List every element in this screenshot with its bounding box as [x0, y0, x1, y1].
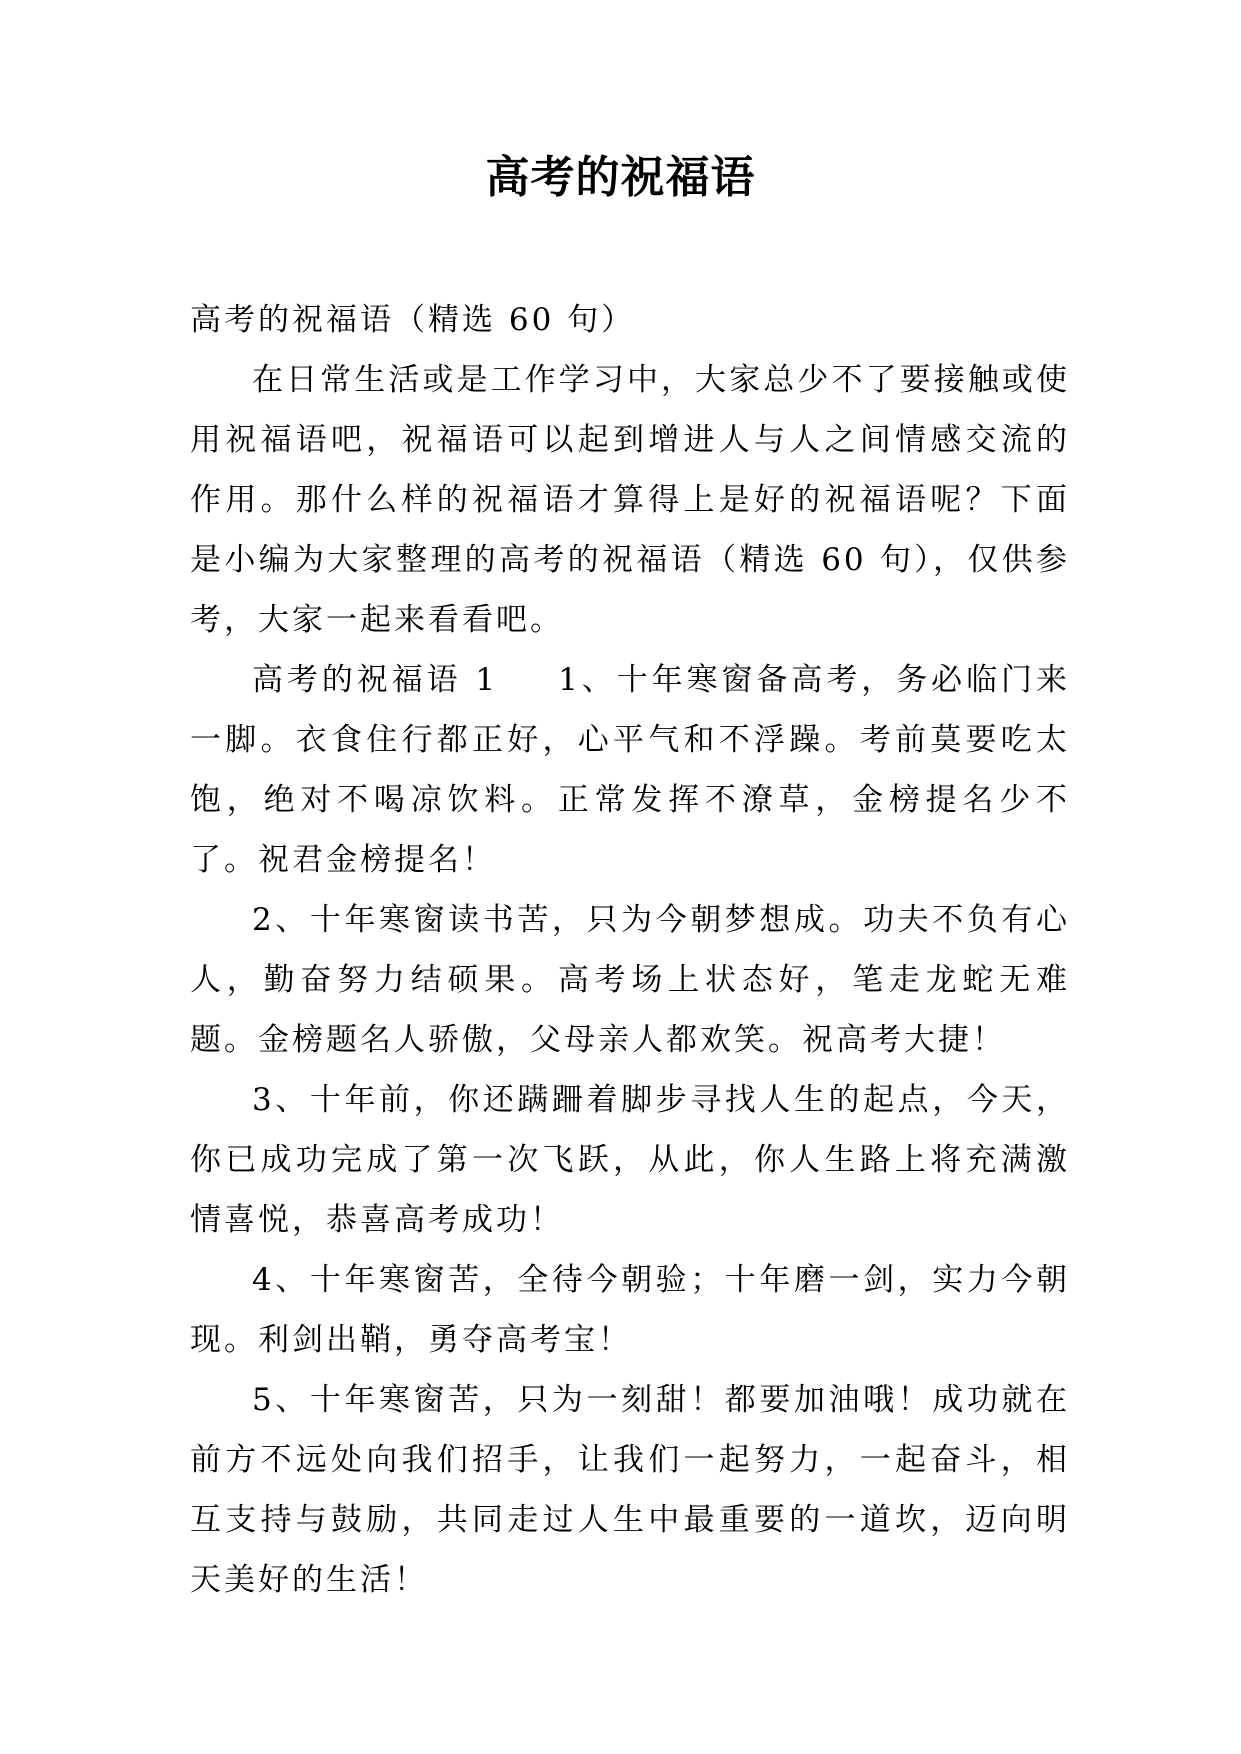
blessing-item-1-paragraph	[190, 650, 1070, 890]
blessing-item-2: 2、十年寒窗读书苦，只为今朝梦想成。功夫不负有心人，勤奋努力结硕果。高考场上状态好，笔走龙蛇无难题。金榜题名人骄傲，父母亲人都欢笑。祝高考大捷！	[190, 902, 1070, 1058]
blessing-item-5: 5、十年寒窗苦，只为一刻甜！都要加油哦！成功就在前方不远处向我们招手，让我们一起努力，一起奋斗，相互支持与鼓励，共同走过人生中最重要的一道坎，迈向明天美好的生活！	[190, 1382, 1070, 1598]
document-title: 高考的祝福语	[485, 152, 756, 203]
document-body	[190, 290, 1070, 1610]
blessing-item-1: 1、十年寒窗备高考，务必临门来一脚。衣食住行都正好，心平气和不浮躁。考前莫要吃太饱，绝对不喝凉饮料。正常发挥不潦草，金榜提名少不了。祝君金榜提名！	[190, 662, 1070, 878]
intro-paragraph: 在日常生活或是工作学习中，大家总少不了要接触或使用祝福语吧，祝福语可以起到增进人与人之间情感交流的作用。那什么样的祝福语才算得上是好的祝福语呢？下面是小编为大家整理的高考的祝福语（精选 60 句），仅供参考，大家一起来看看吧。	[190, 362, 1070, 638]
section-heading: 高考的祝福语 1	[252, 662, 499, 698]
blessing-item-3: 3、十年前，你还蹒跚着脚步寻找人生的起点，今天，你已成功完成了第一次飞跃，从此，你人生路上将充满激情喜悦，恭喜高考成功！	[190, 1082, 1070, 1238]
document-subtitle: 高考的祝福语（精选 60 句）	[190, 302, 636, 338]
blessing-item-4: 4、十年寒窗苦，全待今朝验；十年磨一剑，实力今朝现。利剑出鞘，勇夺高考宝！	[190, 1262, 1070, 1358]
